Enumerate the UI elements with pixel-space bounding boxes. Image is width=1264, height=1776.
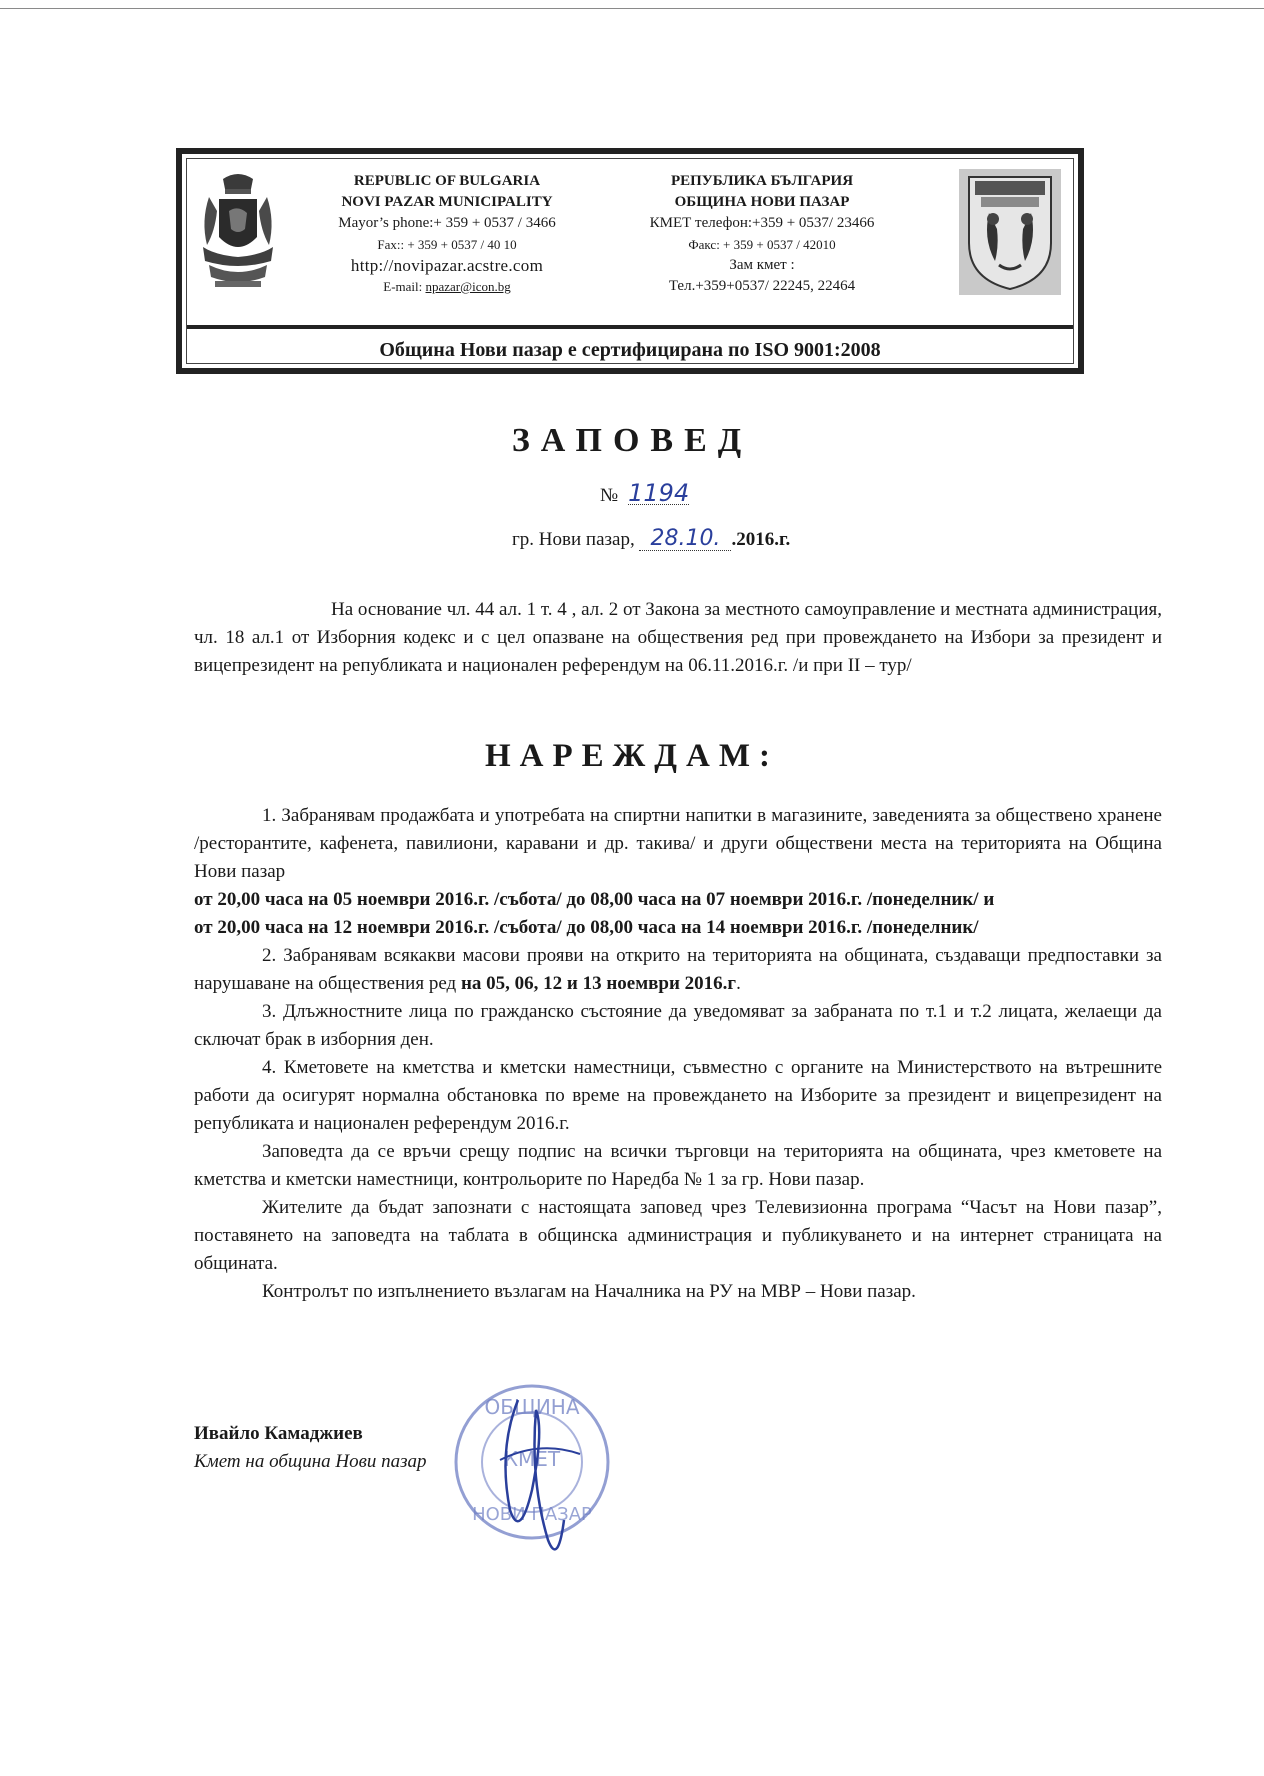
website-link[interactable]: http://novipazar.acstre.com (350, 256, 544, 275)
publicity-paragraph: Жителите да бъдат запознати с настоящата заповед чрез Телевизионна програма “Часът на Нови пазар”, поставянето на заповедта на таблата в общинска администрация и публикуването и на интернет страницата на общината. (194, 1197, 1162, 1274)
email-line (297, 276, 597, 297)
delivery-paragraph: Заповедта да се връчи срещу подпис на всички търговци на територията на общината, чрез кметовете на кметства и кметски наместници, контрольорите по Наредба № 1 за гр. Нови пазар. (194, 1141, 1162, 1190)
handwritten-date: 28.10. (639, 528, 731, 551)
svg-text:КМЕТ: КМЕТ (503, 1447, 561, 1471)
control-paragraph: Контролът по изпълнението възлагам на Началника на РУ на МВР – Нови пазар. (262, 1281, 916, 1302)
order-heading: НАРЕЖДАМ: (485, 738, 779, 774)
item-3: 3. Длъжностните лица по гражданско състояние да уведомяват за забраната по т.1 и т.2 лицата, желаещи да сключат брак в изборния ден. (194, 1001, 1162, 1050)
order-date-line (512, 528, 790, 551)
country-bg: РЕПУБЛИКА БЪЛГАРИЯ (670, 173, 854, 189)
item-1: 1. Забранявам продажбата и употребата на спиртни напитки в магазините, заведенията за обществено хранене /ресторантите, кафенета, павилиони, каравани и др. такива/ и други обществени места на територията на Община Нови пазар (194, 805, 1162, 882)
mayor-name: Ивайло Камаджиев (194, 1423, 363, 1444)
country-en: REPUBLIC OF BULGARIA (353, 173, 541, 189)
deputy-phone: Тел.+359+0537/ 22245, 22464 (668, 278, 856, 294)
svg-text:ОБЩИНА: ОБЩИНА (484, 1395, 580, 1419)
item-2-text: 2. Забранявам всякакви масови прояви на открито на територията на общината, създаващи предпоставки за нарушаване на обществения ред (194, 945, 1162, 994)
preamble: На основание чл. 44 ал. 1 т. 4 , ал. 2 от Закона за местното самоуправление и местната администрация, чл. 18 ал.1 от Изборния кодекс и с цел опазване на обществения ред при провеждането на Избори за президент и вицепрезидент на републиката и национален референдум на 06.11.2016.г. /и при II – тур/ (194, 599, 1162, 676)
item-2 (194, 942, 1162, 998)
item-4: 4. Кметовете на кметства и кметски наместници, съвместно с органите на Министерството на вътрешните работи да осигурят нормална обстановка по време на провеждането на Изборите за президент и вицепрезидент на републиката и национален референдум 2016.г. (194, 1057, 1162, 1134)
document-title: ЗАПОВЕД (511, 422, 753, 459)
signature-block (194, 1420, 427, 1476)
svg-text:НОВИ ПАЗАР: НОВИ ПАЗАР (472, 1504, 592, 1525)
novi-pazar-crest-icon (959, 169, 1061, 295)
municipality-bg: ОБЩИНА НОВИ ПАЗАР (674, 194, 850, 210)
year-label: .2016.г. (731, 529, 791, 550)
iso-certification: Община Нови пазар е сертифицирана по ISO 9001:2008 (379, 339, 881, 361)
deputy-label: Зам кмет : (729, 257, 795, 273)
order-number: 1194 (628, 479, 690, 507)
mayor-role: Кмет на община Нови пазар (194, 1451, 427, 1472)
mayor-phone-bg: КМЕТ телефон:+359 + 0537/ 23466 (649, 215, 875, 231)
scan-edge-line (0, 8, 1264, 9)
letterhead-bulgarian (611, 171, 913, 297)
order-number-line (600, 479, 690, 507)
bulgaria-coat-of-arms-icon (195, 171, 281, 293)
number-label: № (600, 485, 619, 506)
letterhead-top (187, 159, 1073, 325)
item-2-dates: на 05, 06, 12 и 13 ноември 2016.г (460, 973, 737, 994)
email-label: E-mail: (383, 279, 426, 294)
place-label: гр. Нови пазар, (512, 529, 640, 550)
order-items (194, 802, 1162, 1306)
letterhead (176, 148, 1084, 374)
municipality-en: NOVI PAZAR MUNICIPALITY (341, 194, 553, 210)
fax-bg: Факс: + 359 + 0537 / 42010 (688, 237, 836, 252)
municipal-stamp (440, 1370, 630, 1570)
letterhead-english (297, 171, 597, 297)
mayor-phone-en: Mayor’s phone:+ 359 + 0537 / 3466 (338, 215, 556, 231)
fax-en: Fax:: + 359 + 0537 / 40 10 (377, 237, 517, 252)
item-1-period-1: от 20,00 часа на 05 ноември 2016.г. /събота/ до 08,00 часа на 07 ноември 2016.г. /понеделник/ и (194, 889, 995, 910)
letterhead-divider (187, 325, 1073, 329)
item-2-end: . (736, 973, 741, 994)
letterhead-frame (186, 158, 1074, 364)
item-1-period-2: от 20,00 часа на 12 ноември 2016.г. /събота/ до 08,00 часа на 14 ноември 2016.г. /понеделник/ (194, 917, 979, 938)
email-link[interactable]: npazar@icon.bg (425, 279, 511, 294)
